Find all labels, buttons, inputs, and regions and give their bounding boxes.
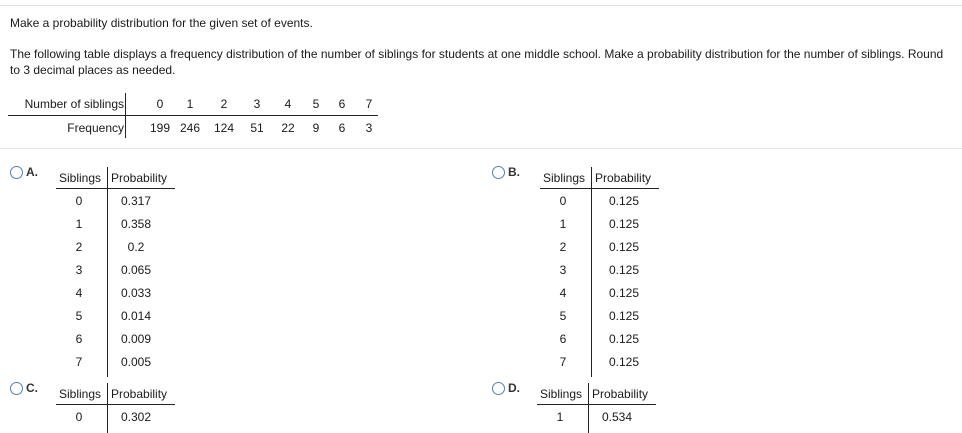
option-b-label: B. bbox=[508, 165, 520, 179]
siblings-cell: 2 bbox=[220, 97, 228, 111]
option-d-radio[interactable] bbox=[492, 382, 505, 395]
frequency-cell: 124 bbox=[213, 121, 235, 135]
frequency-cell: 22 bbox=[281, 121, 295, 135]
probability-cell: 0.302 bbox=[120, 410, 152, 424]
siblings-cell: 7 bbox=[75, 355, 83, 369]
frequency-cell: 3 bbox=[365, 121, 373, 135]
probability-cell: 0.125 bbox=[608, 240, 640, 254]
siblings-cell: 1 bbox=[75, 217, 83, 231]
siblings-cell: 5 bbox=[75, 309, 83, 323]
probability-cell: 0.009 bbox=[120, 332, 152, 346]
siblings-cell: 3 bbox=[559, 263, 567, 277]
probability-header: Probability bbox=[111, 171, 168, 185]
probability-cell: 0.014 bbox=[120, 309, 152, 323]
probability-cell: 0.125 bbox=[608, 263, 640, 277]
question-description: The following table displays a frequency distribution of the number of siblings for students at one middle school. Make a probability distribution for the number of siblings. Round to 3 decimal places as needed. bbox=[10, 47, 944, 77]
option-b-radio[interactable] bbox=[492, 166, 505, 179]
siblings-cell: 2 bbox=[559, 240, 567, 254]
answers-divider bbox=[0, 148, 962, 149]
probability-header: Probability bbox=[111, 387, 168, 401]
siblings-cell: 7 bbox=[365, 97, 373, 111]
probability-cell: 0.065 bbox=[120, 263, 152, 277]
probability-header: Probability bbox=[592, 387, 649, 401]
probability-cell: 0.2 bbox=[127, 240, 145, 254]
frequency-cell: 6 bbox=[338, 121, 346, 135]
siblings-row-header: Number of siblings bbox=[24, 97, 124, 111]
siblings-cell: 5 bbox=[559, 309, 567, 323]
table-hline bbox=[56, 188, 175, 189]
siblings-cell: 0 bbox=[559, 194, 567, 208]
siblings-cell: 4 bbox=[75, 286, 83, 300]
siblings-cell: 1 bbox=[559, 217, 567, 231]
siblings-cell: 0 bbox=[75, 194, 83, 208]
table-hline bbox=[56, 404, 175, 405]
table-vline bbox=[591, 167, 592, 377]
probability-cell: 0.125 bbox=[608, 217, 640, 231]
probability-cell: 0.033 bbox=[120, 286, 152, 300]
frequency-table-hline bbox=[8, 115, 378, 116]
probability-header: Probability bbox=[595, 171, 652, 185]
table-vline bbox=[107, 167, 108, 377]
frequency-table-vline bbox=[125, 93, 126, 138]
siblings-cell: 7 bbox=[559, 355, 567, 369]
siblings-header: Siblings bbox=[539, 387, 583, 401]
siblings-header: Siblings bbox=[58, 171, 102, 185]
option-a[interactable] bbox=[10, 163, 210, 378]
table-hline bbox=[540, 188, 659, 189]
siblings-cell: 6 bbox=[75, 332, 83, 346]
siblings-cell: 0 bbox=[75, 410, 83, 424]
option-c-radio[interactable] bbox=[10, 382, 23, 395]
frequency-cell: 246 bbox=[179, 121, 201, 135]
top-divider bbox=[0, 5, 962, 6]
probability-cell: 0.534 bbox=[601, 410, 633, 424]
siblings-cell: 0 bbox=[156, 97, 164, 111]
probability-cell: 0.358 bbox=[120, 217, 152, 231]
question-intro: Make a probability distribution for the given set of events. bbox=[10, 16, 313, 30]
option-c[interactable] bbox=[10, 379, 210, 433]
option-d[interactable] bbox=[492, 379, 692, 433]
siblings-cell: 3 bbox=[75, 263, 83, 277]
frequency-cell: 9 bbox=[312, 121, 320, 135]
probability-cell: 0.125 bbox=[608, 355, 640, 369]
siblings-cell: 4 bbox=[559, 286, 567, 300]
probability-cell: 0.125 bbox=[608, 332, 640, 346]
siblings-cell: 1 bbox=[186, 97, 194, 111]
siblings-cell: 4 bbox=[284, 97, 292, 111]
probability-cell: 0.125 bbox=[608, 194, 640, 208]
table-vline bbox=[107, 383, 108, 433]
siblings-cell: 2 bbox=[75, 240, 83, 254]
siblings-cell: 6 bbox=[559, 332, 567, 346]
siblings-header: Siblings bbox=[542, 171, 586, 185]
siblings-cell: 1 bbox=[556, 410, 564, 424]
frequency-cell: 199 bbox=[149, 121, 171, 135]
option-b[interactable] bbox=[492, 163, 692, 378]
option-c-label: C. bbox=[26, 381, 38, 395]
table-vline bbox=[588, 383, 589, 433]
option-a-label: A. bbox=[26, 165, 38, 179]
probability-cell: 0.317 bbox=[120, 194, 152, 208]
option-d-label: D. bbox=[508, 381, 520, 395]
siblings-cell: 6 bbox=[338, 97, 346, 111]
siblings-header: Siblings bbox=[58, 387, 102, 401]
frequency-cell: 51 bbox=[250, 121, 264, 135]
siblings-cell: 5 bbox=[312, 97, 320, 111]
table-hline bbox=[537, 404, 656, 405]
probability-cell: 0.125 bbox=[608, 309, 640, 323]
frequency-row-header: Frequency bbox=[67, 121, 124, 135]
probability-cell: 0.005 bbox=[120, 355, 152, 369]
probability-cell: 0.125 bbox=[608, 286, 640, 300]
option-a-radio[interactable] bbox=[10, 166, 23, 179]
siblings-cell: 3 bbox=[253, 97, 261, 111]
